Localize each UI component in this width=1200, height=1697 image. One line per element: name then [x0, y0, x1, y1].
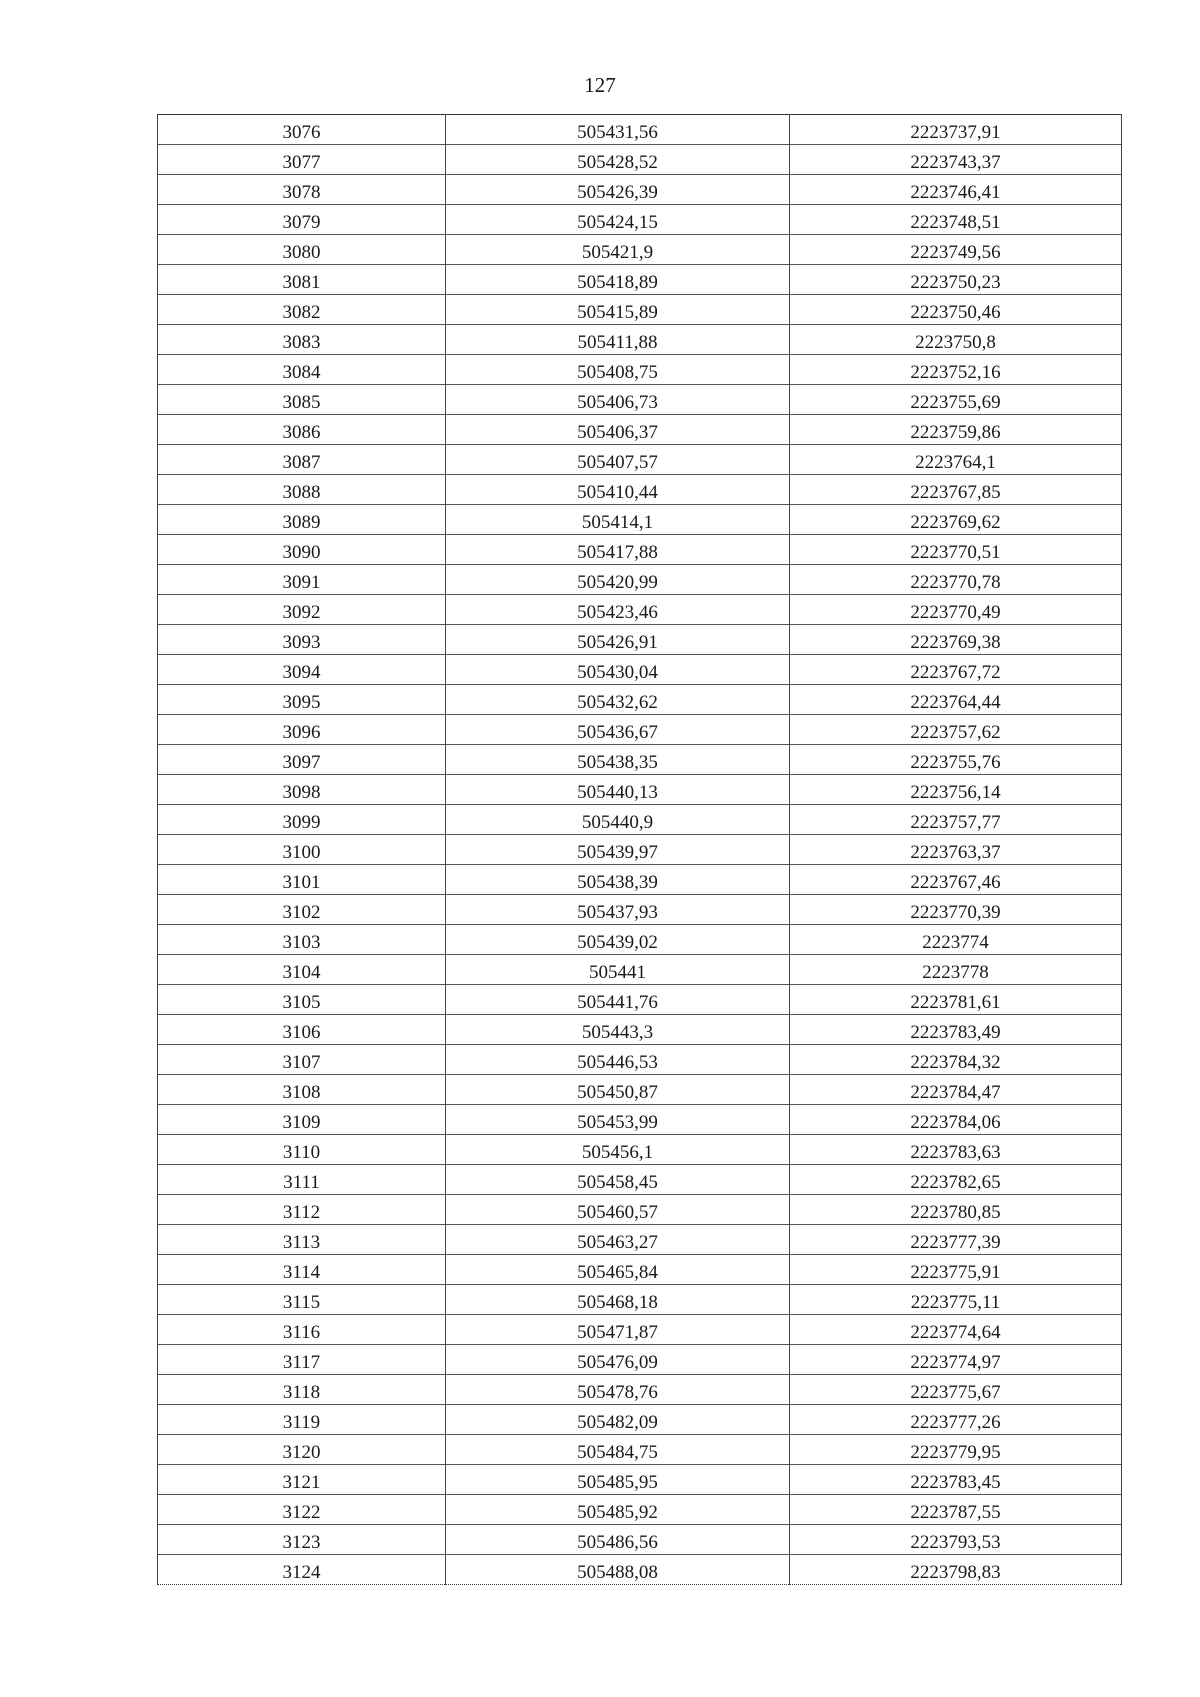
y-coordinate-cell: 2223779,95 — [790, 1435, 1122, 1465]
table-row — [158, 1015, 1122, 1045]
table-row — [158, 625, 1122, 655]
y-coordinate-cell: 2223770,49 — [790, 595, 1122, 625]
x-coordinate-cell: 505431,56 — [446, 115, 790, 145]
table-row — [158, 505, 1122, 535]
y-coordinate-cell: 2223755,69 — [790, 385, 1122, 415]
table-row — [158, 295, 1122, 325]
y-coordinate-cell: 2223778 — [790, 955, 1122, 985]
x-coordinate-cell: 505482,09 — [446, 1405, 790, 1435]
point-number-cell: 3101 — [158, 865, 446, 895]
point-number-cell: 3089 — [158, 505, 446, 535]
point-number-cell: 3077 — [158, 145, 446, 175]
x-coordinate-cell: 505439,02 — [446, 925, 790, 955]
y-coordinate-cell: 2223755,76 — [790, 745, 1122, 775]
table-row — [158, 745, 1122, 775]
point-number-cell: 3079 — [158, 205, 446, 235]
y-coordinate-cell: 2223763,37 — [790, 835, 1122, 865]
coordinates-table — [157, 114, 1122, 1585]
table-row — [158, 805, 1122, 835]
point-number-cell: 3091 — [158, 565, 446, 595]
x-coordinate-cell: 505476,09 — [446, 1345, 790, 1375]
point-number-cell: 3113 — [158, 1225, 446, 1255]
y-coordinate-cell: 2223752,16 — [790, 355, 1122, 385]
table-row — [158, 565, 1122, 595]
x-coordinate-cell: 505424,15 — [446, 205, 790, 235]
x-coordinate-cell: 505423,46 — [446, 595, 790, 625]
table-row — [158, 1195, 1122, 1225]
y-coordinate-cell: 2223759,86 — [790, 415, 1122, 445]
y-coordinate-cell: 2223770,39 — [790, 895, 1122, 925]
point-number-cell: 3121 — [158, 1465, 446, 1495]
table-row — [158, 1345, 1122, 1375]
table-row — [158, 415, 1122, 445]
point-number-cell: 3092 — [158, 595, 446, 625]
point-number-cell: 3108 — [158, 1075, 446, 1105]
x-coordinate-cell: 505438,35 — [446, 745, 790, 775]
y-coordinate-cell: 2223767,85 — [790, 475, 1122, 505]
point-number-cell: 3107 — [158, 1045, 446, 1075]
x-coordinate-cell: 505450,87 — [446, 1075, 790, 1105]
table-row — [158, 1075, 1122, 1105]
x-coordinate-cell: 505488,08 — [446, 1555, 790, 1585]
x-coordinate-cell: 505414,1 — [446, 505, 790, 535]
point-number-cell: 3122 — [158, 1495, 446, 1525]
y-coordinate-cell: 2223770,51 — [790, 535, 1122, 565]
point-number-cell: 3115 — [158, 1285, 446, 1315]
point-number-cell: 3098 — [158, 775, 446, 805]
x-coordinate-cell: 505456,1 — [446, 1135, 790, 1165]
point-number-cell: 3102 — [158, 895, 446, 925]
y-coordinate-cell: 2223746,41 — [790, 175, 1122, 205]
table-row — [158, 145, 1122, 175]
x-coordinate-cell: 505430,04 — [446, 655, 790, 685]
x-coordinate-cell: 505438,39 — [446, 865, 790, 895]
table-row — [158, 205, 1122, 235]
table-row — [158, 1375, 1122, 1405]
table-row — [158, 655, 1122, 685]
y-coordinate-cell: 2223783,49 — [790, 1015, 1122, 1045]
table-row — [158, 235, 1122, 265]
y-coordinate-cell: 2223775,11 — [790, 1285, 1122, 1315]
point-number-cell: 3116 — [158, 1315, 446, 1345]
point-number-cell: 3110 — [158, 1135, 446, 1165]
y-coordinate-cell: 2223770,78 — [790, 565, 1122, 595]
x-coordinate-cell: 505406,73 — [446, 385, 790, 415]
point-number-cell: 3093 — [158, 625, 446, 655]
point-number-cell: 3112 — [158, 1195, 446, 1225]
table-row — [158, 1555, 1122, 1585]
y-coordinate-cell: 2223793,53 — [790, 1525, 1122, 1555]
x-coordinate-cell: 505441 — [446, 955, 790, 985]
table-row — [158, 1045, 1122, 1075]
point-number-cell: 3086 — [158, 415, 446, 445]
y-coordinate-cell: 2223769,38 — [790, 625, 1122, 655]
y-coordinate-cell: 2223749,56 — [790, 235, 1122, 265]
y-coordinate-cell: 2223756,14 — [790, 775, 1122, 805]
table-row — [158, 895, 1122, 925]
x-coordinate-cell: 505443,3 — [446, 1015, 790, 1045]
table-row — [158, 715, 1122, 745]
x-coordinate-cell: 505460,57 — [446, 1195, 790, 1225]
point-number-cell: 3082 — [158, 295, 446, 325]
x-coordinate-cell: 505468,18 — [446, 1285, 790, 1315]
table-row — [158, 385, 1122, 415]
table-row — [158, 445, 1122, 475]
x-coordinate-cell: 505437,93 — [446, 895, 790, 925]
point-number-cell: 3078 — [158, 175, 446, 205]
point-number-cell: 3106 — [158, 1015, 446, 1045]
x-coordinate-cell: 505420,99 — [446, 565, 790, 595]
y-coordinate-cell: 2223764,1 — [790, 445, 1122, 475]
x-coordinate-cell: 505428,52 — [446, 145, 790, 175]
x-coordinate-cell: 505418,89 — [446, 265, 790, 295]
x-coordinate-cell: 505485,95 — [446, 1465, 790, 1495]
y-coordinate-cell: 2223774 — [790, 925, 1122, 955]
y-coordinate-cell: 2223737,91 — [790, 115, 1122, 145]
y-coordinate-cell: 2223767,72 — [790, 655, 1122, 685]
x-coordinate-cell: 505465,84 — [446, 1255, 790, 1285]
point-number-cell: 3111 — [158, 1165, 446, 1195]
table-row — [158, 115, 1122, 145]
point-number-cell: 3097 — [158, 745, 446, 775]
table-row — [158, 1105, 1122, 1135]
x-coordinate-cell: 505446,53 — [446, 1045, 790, 1075]
table-row — [158, 985, 1122, 1015]
x-coordinate-cell: 505436,67 — [446, 715, 790, 745]
table-row — [158, 595, 1122, 625]
x-coordinate-cell: 505407,57 — [446, 445, 790, 475]
y-coordinate-cell: 2223774,64 — [790, 1315, 1122, 1345]
point-number-cell: 3083 — [158, 325, 446, 355]
point-number-cell: 3119 — [158, 1405, 446, 1435]
table-row — [158, 835, 1122, 865]
table-row — [158, 1315, 1122, 1345]
point-number-cell: 3094 — [158, 655, 446, 685]
y-coordinate-cell: 2223775,67 — [790, 1375, 1122, 1405]
point-number-cell: 3104 — [158, 955, 446, 985]
table-row — [158, 1135, 1122, 1165]
y-coordinate-cell: 2223769,62 — [790, 505, 1122, 535]
x-coordinate-cell: 505415,89 — [446, 295, 790, 325]
point-number-cell: 3090 — [158, 535, 446, 565]
x-coordinate-cell: 505426,91 — [446, 625, 790, 655]
y-coordinate-cell: 2223777,26 — [790, 1405, 1122, 1435]
x-coordinate-cell: 505432,62 — [446, 685, 790, 715]
y-coordinate-cell: 2223750,23 — [790, 265, 1122, 295]
x-coordinate-cell: 505410,44 — [446, 475, 790, 505]
x-coordinate-cell: 505458,45 — [446, 1165, 790, 1195]
point-number-cell: 3080 — [158, 235, 446, 265]
table-row — [158, 955, 1122, 985]
table-row — [158, 475, 1122, 505]
y-coordinate-cell: 2223798,83 — [790, 1555, 1122, 1585]
point-number-cell: 3096 — [158, 715, 446, 745]
table-row — [158, 1435, 1122, 1465]
y-coordinate-cell: 2223787,55 — [790, 1495, 1122, 1525]
point-number-cell: 3105 — [158, 985, 446, 1015]
table-row — [158, 1405, 1122, 1435]
x-coordinate-cell: 505484,75 — [446, 1435, 790, 1465]
table-row — [158, 1285, 1122, 1315]
y-coordinate-cell: 2223781,61 — [790, 985, 1122, 1015]
y-coordinate-cell: 2223767,46 — [790, 865, 1122, 895]
y-coordinate-cell: 2223757,77 — [790, 805, 1122, 835]
x-coordinate-cell: 505478,76 — [446, 1375, 790, 1405]
point-number-cell: 3095 — [158, 685, 446, 715]
y-coordinate-cell: 2223783,45 — [790, 1465, 1122, 1495]
point-number-cell: 3084 — [158, 355, 446, 385]
table-row — [158, 775, 1122, 805]
y-coordinate-cell: 2223750,8 — [790, 325, 1122, 355]
y-coordinate-cell: 2223757,62 — [790, 715, 1122, 745]
x-coordinate-cell: 505453,99 — [446, 1105, 790, 1135]
table-row — [158, 175, 1122, 205]
point-number-cell: 3123 — [158, 1525, 446, 1555]
x-coordinate-cell: 505471,87 — [446, 1315, 790, 1345]
table-row — [158, 1495, 1122, 1525]
x-coordinate-cell: 505440,9 — [446, 805, 790, 835]
point-number-cell: 3099 — [158, 805, 446, 835]
point-number-cell: 3076 — [158, 115, 446, 145]
y-coordinate-cell: 2223784,47 — [790, 1075, 1122, 1105]
y-coordinate-cell: 2223777,39 — [790, 1225, 1122, 1255]
y-coordinate-cell: 2223784,06 — [790, 1105, 1122, 1135]
table-row — [158, 1255, 1122, 1285]
point-number-cell: 3124 — [158, 1555, 446, 1585]
table-row — [158, 865, 1122, 895]
y-coordinate-cell: 2223783,63 — [790, 1135, 1122, 1165]
point-number-cell: 3118 — [158, 1375, 446, 1405]
x-coordinate-cell: 505408,75 — [446, 355, 790, 385]
x-coordinate-cell: 505440,13 — [446, 775, 790, 805]
point-number-cell: 3081 — [158, 265, 446, 295]
x-coordinate-cell: 505421,9 — [446, 235, 790, 265]
table-row — [158, 1165, 1122, 1195]
x-coordinate-cell: 505441,76 — [446, 985, 790, 1015]
table-row — [158, 1465, 1122, 1495]
y-coordinate-cell: 2223750,46 — [790, 295, 1122, 325]
y-coordinate-cell: 2223764,44 — [790, 685, 1122, 715]
table-row — [158, 925, 1122, 955]
x-coordinate-cell: 505485,92 — [446, 1495, 790, 1525]
table-row — [158, 1225, 1122, 1255]
x-coordinate-cell: 505486,56 — [446, 1525, 790, 1555]
point-number-cell: 3087 — [158, 445, 446, 475]
point-number-cell: 3103 — [158, 925, 446, 955]
table-row — [158, 325, 1122, 355]
point-number-cell: 3109 — [158, 1105, 446, 1135]
table-row — [158, 1525, 1122, 1555]
point-number-cell: 3120 — [158, 1435, 446, 1465]
point-number-cell: 3117 — [158, 1345, 446, 1375]
point-number-cell: 3085 — [158, 385, 446, 415]
y-coordinate-cell: 2223775,91 — [790, 1255, 1122, 1285]
y-coordinate-cell: 2223784,32 — [790, 1045, 1122, 1075]
x-coordinate-cell: 505463,27 — [446, 1225, 790, 1255]
table-row — [158, 265, 1122, 295]
table-row — [158, 685, 1122, 715]
table-body — [158, 115, 1122, 1585]
point-number-cell: 3088 — [158, 475, 446, 505]
y-coordinate-cell: 2223743,37 — [790, 145, 1122, 175]
x-coordinate-cell: 505417,88 — [446, 535, 790, 565]
x-coordinate-cell: 505411,88 — [446, 325, 790, 355]
y-coordinate-cell: 2223780,85 — [790, 1195, 1122, 1225]
x-coordinate-cell: 505426,39 — [446, 175, 790, 205]
table-row — [158, 355, 1122, 385]
table-row — [158, 535, 1122, 565]
y-coordinate-cell: 2223782,65 — [790, 1165, 1122, 1195]
y-coordinate-cell: 2223748,51 — [790, 205, 1122, 235]
page-number: 127 — [584, 73, 616, 97]
x-coordinate-cell: 505406,37 — [446, 415, 790, 445]
point-number-cell: 3100 — [158, 835, 446, 865]
y-coordinate-cell: 2223774,97 — [790, 1345, 1122, 1375]
x-coordinate-cell: 505439,97 — [446, 835, 790, 865]
point-number-cell: 3114 — [158, 1255, 446, 1285]
